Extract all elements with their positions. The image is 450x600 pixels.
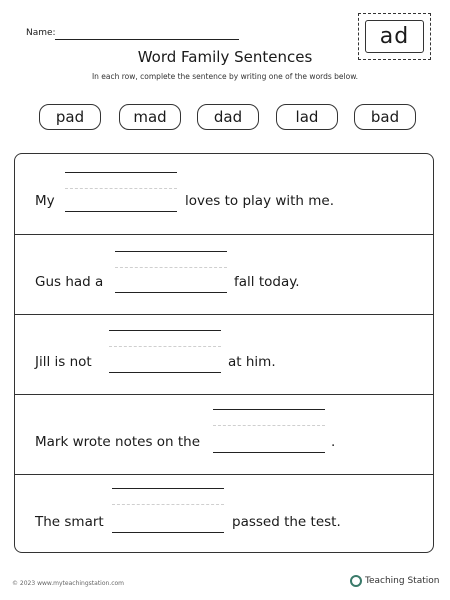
sentence-text-after: . bbox=[331, 434, 336, 450]
sentence-row bbox=[15, 234, 433, 315]
brand-logo bbox=[350, 575, 439, 587]
sentence-text-before: My bbox=[35, 193, 55, 209]
name-label: Name: bbox=[26, 28, 56, 38]
brand-name: Teaching Station bbox=[365, 576, 440, 586]
writing-guide-mid bbox=[112, 504, 224, 505]
teaching-station-icon bbox=[350, 575, 362, 587]
answer-blank[interactable] bbox=[109, 372, 221, 373]
sentence-text-after: at him. bbox=[228, 354, 276, 370]
word-bank-item: mad bbox=[119, 104, 181, 130]
page-title: Word Family Sentences bbox=[137, 48, 313, 66]
writing-guide-top bbox=[213, 409, 325, 410]
sentence-row bbox=[15, 474, 433, 555]
writing-guide-mid bbox=[115, 267, 227, 268]
sentence-text-after: fall today. bbox=[234, 274, 300, 290]
word-bank-item: dad bbox=[197, 104, 259, 130]
sentence-box bbox=[14, 153, 434, 553]
sentence-text-before: Jill is not bbox=[35, 354, 92, 370]
copyright-text: © 2023 www.myteachingstation.com bbox=[12, 580, 125, 587]
word-family-label: ad bbox=[365, 20, 424, 53]
writing-guide-mid bbox=[213, 425, 325, 426]
word-bank-item: pad bbox=[39, 104, 101, 130]
answer-blank[interactable] bbox=[65, 211, 177, 212]
writing-guide-top bbox=[65, 172, 177, 173]
writing-guide-top bbox=[112, 488, 224, 489]
sentence-text-before: Mark wrote notes on the bbox=[35, 434, 201, 450]
word-bank-item: lad bbox=[276, 104, 338, 130]
sentence-row bbox=[15, 154, 433, 234]
answer-blank[interactable] bbox=[213, 452, 325, 453]
sentence-text-before: The smart bbox=[35, 514, 104, 530]
instructions: In each row, complete the sentence by writing one of the words below. bbox=[91, 72, 359, 81]
writing-guide-mid bbox=[65, 188, 177, 189]
word-bank-item: bad bbox=[354, 104, 416, 130]
sentence-text-after: passed the test. bbox=[232, 514, 341, 530]
sentence-row bbox=[15, 394, 433, 475]
sentence-text-after: loves to play with me. bbox=[185, 193, 335, 209]
answer-blank[interactable] bbox=[112, 532, 224, 533]
sentence-row bbox=[15, 314, 433, 395]
writing-guide-mid bbox=[109, 346, 221, 347]
sentence-text-before: Gus had a bbox=[35, 274, 104, 290]
name-line[interactable] bbox=[55, 39, 239, 40]
writing-guide-top bbox=[109, 330, 221, 331]
writing-guide-top bbox=[115, 251, 227, 252]
answer-blank[interactable] bbox=[115, 292, 227, 293]
